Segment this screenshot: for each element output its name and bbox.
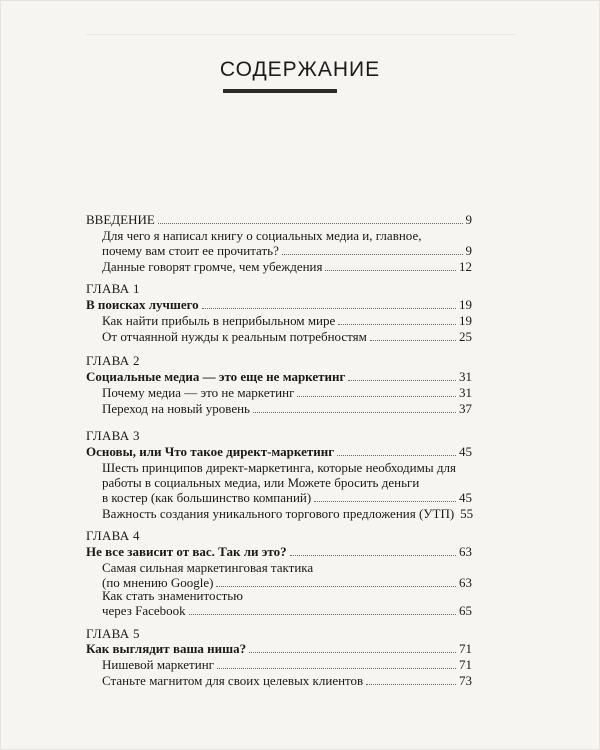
- page-number: 19: [459, 297, 472, 312]
- dot-leader: [189, 613, 456, 615]
- toc-entry-label[interactable]: Самая сильная маркетинговая тактика: [102, 560, 314, 575]
- toc-entry-label: Не все зависит от вас. Так ли это?: [86, 544, 287, 559]
- toc-entry-label: Почему медиа — это не маркетинг: [102, 385, 295, 400]
- dot-leader: [282, 253, 463, 255]
- dot-leader: [202, 307, 456, 309]
- dot-leader: [348, 379, 456, 381]
- dot-leader: [297, 395, 456, 397]
- dot-leader: [216, 585, 456, 587]
- toc-entry-label: почему вам стоит ее прочитать?: [102, 243, 279, 258]
- dot-leader: [338, 323, 456, 325]
- toc-entry-label: В поисках лучшего: [86, 297, 199, 312]
- toc-chapter-1-item-2[interactable]: [102, 329, 472, 344]
- toc-chapter-1-title[interactable]: [86, 297, 472, 312]
- chapter-label: ГЛАВА 5: [86, 626, 140, 641]
- toc-entry-label: через Facebook: [102, 603, 186, 618]
- toc-entry-label: От отчаянной нужды к реальным потребностям: [102, 329, 367, 344]
- dot-leader: [325, 269, 456, 271]
- toc-chapter-5-title[interactable]: [86, 641, 472, 656]
- toc-chapter-1-item-1[interactable]: [102, 313, 472, 328]
- page-number: 45: [459, 490, 472, 505]
- toc-entry-label: Социальные медиа — это еще не маркетинг: [86, 369, 346, 384]
- dot-leader: [314, 500, 456, 502]
- toc-chapter-2-title[interactable]: [86, 369, 472, 384]
- toc-entry-label: в костер (как большинство компаний): [102, 490, 312, 505]
- toc-entry-label[interactable]: Для чего я написал книгу о социальных медиа и, главное,: [102, 228, 422, 243]
- dot-leader: [370, 339, 456, 341]
- toc-chapter-2-item-2[interactable]: [102, 401, 472, 416]
- toc-chapter-2-item-1[interactable]: [102, 385, 472, 400]
- chapter-label: ГЛАВА 4: [86, 528, 140, 543]
- page-number: 31: [459, 369, 472, 384]
- page-number: 63: [459, 544, 472, 559]
- toc-entry-label[interactable]: Шесть принципов директ-маркетинга, которые необходимы для: [102, 460, 456, 475]
- toc-chapter-5-item-2[interactable]: [102, 673, 472, 688]
- chapter-label: ГЛАВА 3: [86, 428, 140, 443]
- toc-entry-label: Основы, или Что такое директ-маркетинг: [86, 444, 335, 459]
- toc-intro-item-1[interactable]: [102, 243, 472, 258]
- toc-entry-label: Нишевой маркетинг: [102, 657, 214, 672]
- page-number: 63: [459, 575, 472, 590]
- toc-entry-label: ВВЕДЕНИЕ: [86, 212, 155, 227]
- page-title: СОДЕРЖАНИЕ: [219, 58, 381, 81]
- toc-entry-label[interactable]: Как стать знаменитостью: [102, 588, 243, 603]
- toc-entry-label: Станьте магнитом для своих целевых клиентов: [102, 673, 364, 688]
- toc-intro-item-2[interactable]: [102, 259, 472, 274]
- toc-entry-label: Переход на новый уровень: [102, 401, 250, 416]
- toc-chapter-3-item-2[interactable]: [102, 506, 472, 521]
- dot-leader: [217, 667, 456, 669]
- page-number: 71: [459, 641, 472, 656]
- page-number: 71: [459, 657, 472, 672]
- dot-leader: [337, 454, 456, 456]
- toc-entry-label: Как выглядит ваша ниша?: [86, 641, 247, 656]
- toc-chapter-3-item-1[interactable]: [102, 490, 472, 505]
- toc-intro-heading[interactable]: [86, 212, 472, 227]
- page-number: 45: [459, 444, 472, 459]
- page-number: 55: [460, 506, 474, 521]
- page-number: 25: [459, 329, 472, 344]
- toc-entry-label: Важность создания уникального торгового предложения (УТП): [102, 506, 455, 521]
- page-number: 31: [459, 385, 472, 400]
- chapter-label: ГЛАВА 1: [86, 281, 140, 296]
- toc-chapter-4-title[interactable]: [86, 544, 472, 559]
- toc-chapter-4-item-2[interactable]: [102, 603, 472, 618]
- toc-chapter-3-title[interactable]: [86, 444, 472, 459]
- page-number: 37: [459, 401, 472, 416]
- page-number: 19: [459, 313, 472, 328]
- toc-entry-label[interactable]: работы в социальных медиа, или Можете бросить деньги: [102, 475, 420, 490]
- dot-leader: [366, 683, 456, 685]
- page-number: 9: [465, 243, 472, 258]
- toc-entry-label: Данные говорят громче, чем убеждения: [102, 259, 323, 274]
- toc-entry-label: Как найти прибыль в неприбыльном мире: [102, 313, 336, 328]
- chapter-label: ГЛАВА 2: [86, 353, 140, 368]
- dot-leader: [290, 554, 456, 556]
- page-number: 65: [459, 603, 472, 618]
- toc-chapter-5-item-1[interactable]: [102, 657, 472, 672]
- title-underline: [223, 89, 337, 93]
- bleed-through-line: [86, 34, 516, 35]
- page-number: 9: [465, 212, 472, 227]
- dot-leader: [249, 651, 456, 653]
- page-number: 12: [459, 259, 472, 274]
- dot-leader: [158, 222, 463, 224]
- page-number: 73: [459, 673, 472, 688]
- dot-leader: [253, 411, 456, 413]
- toc-entry-label: (по мнению Google): [102, 575, 214, 590]
